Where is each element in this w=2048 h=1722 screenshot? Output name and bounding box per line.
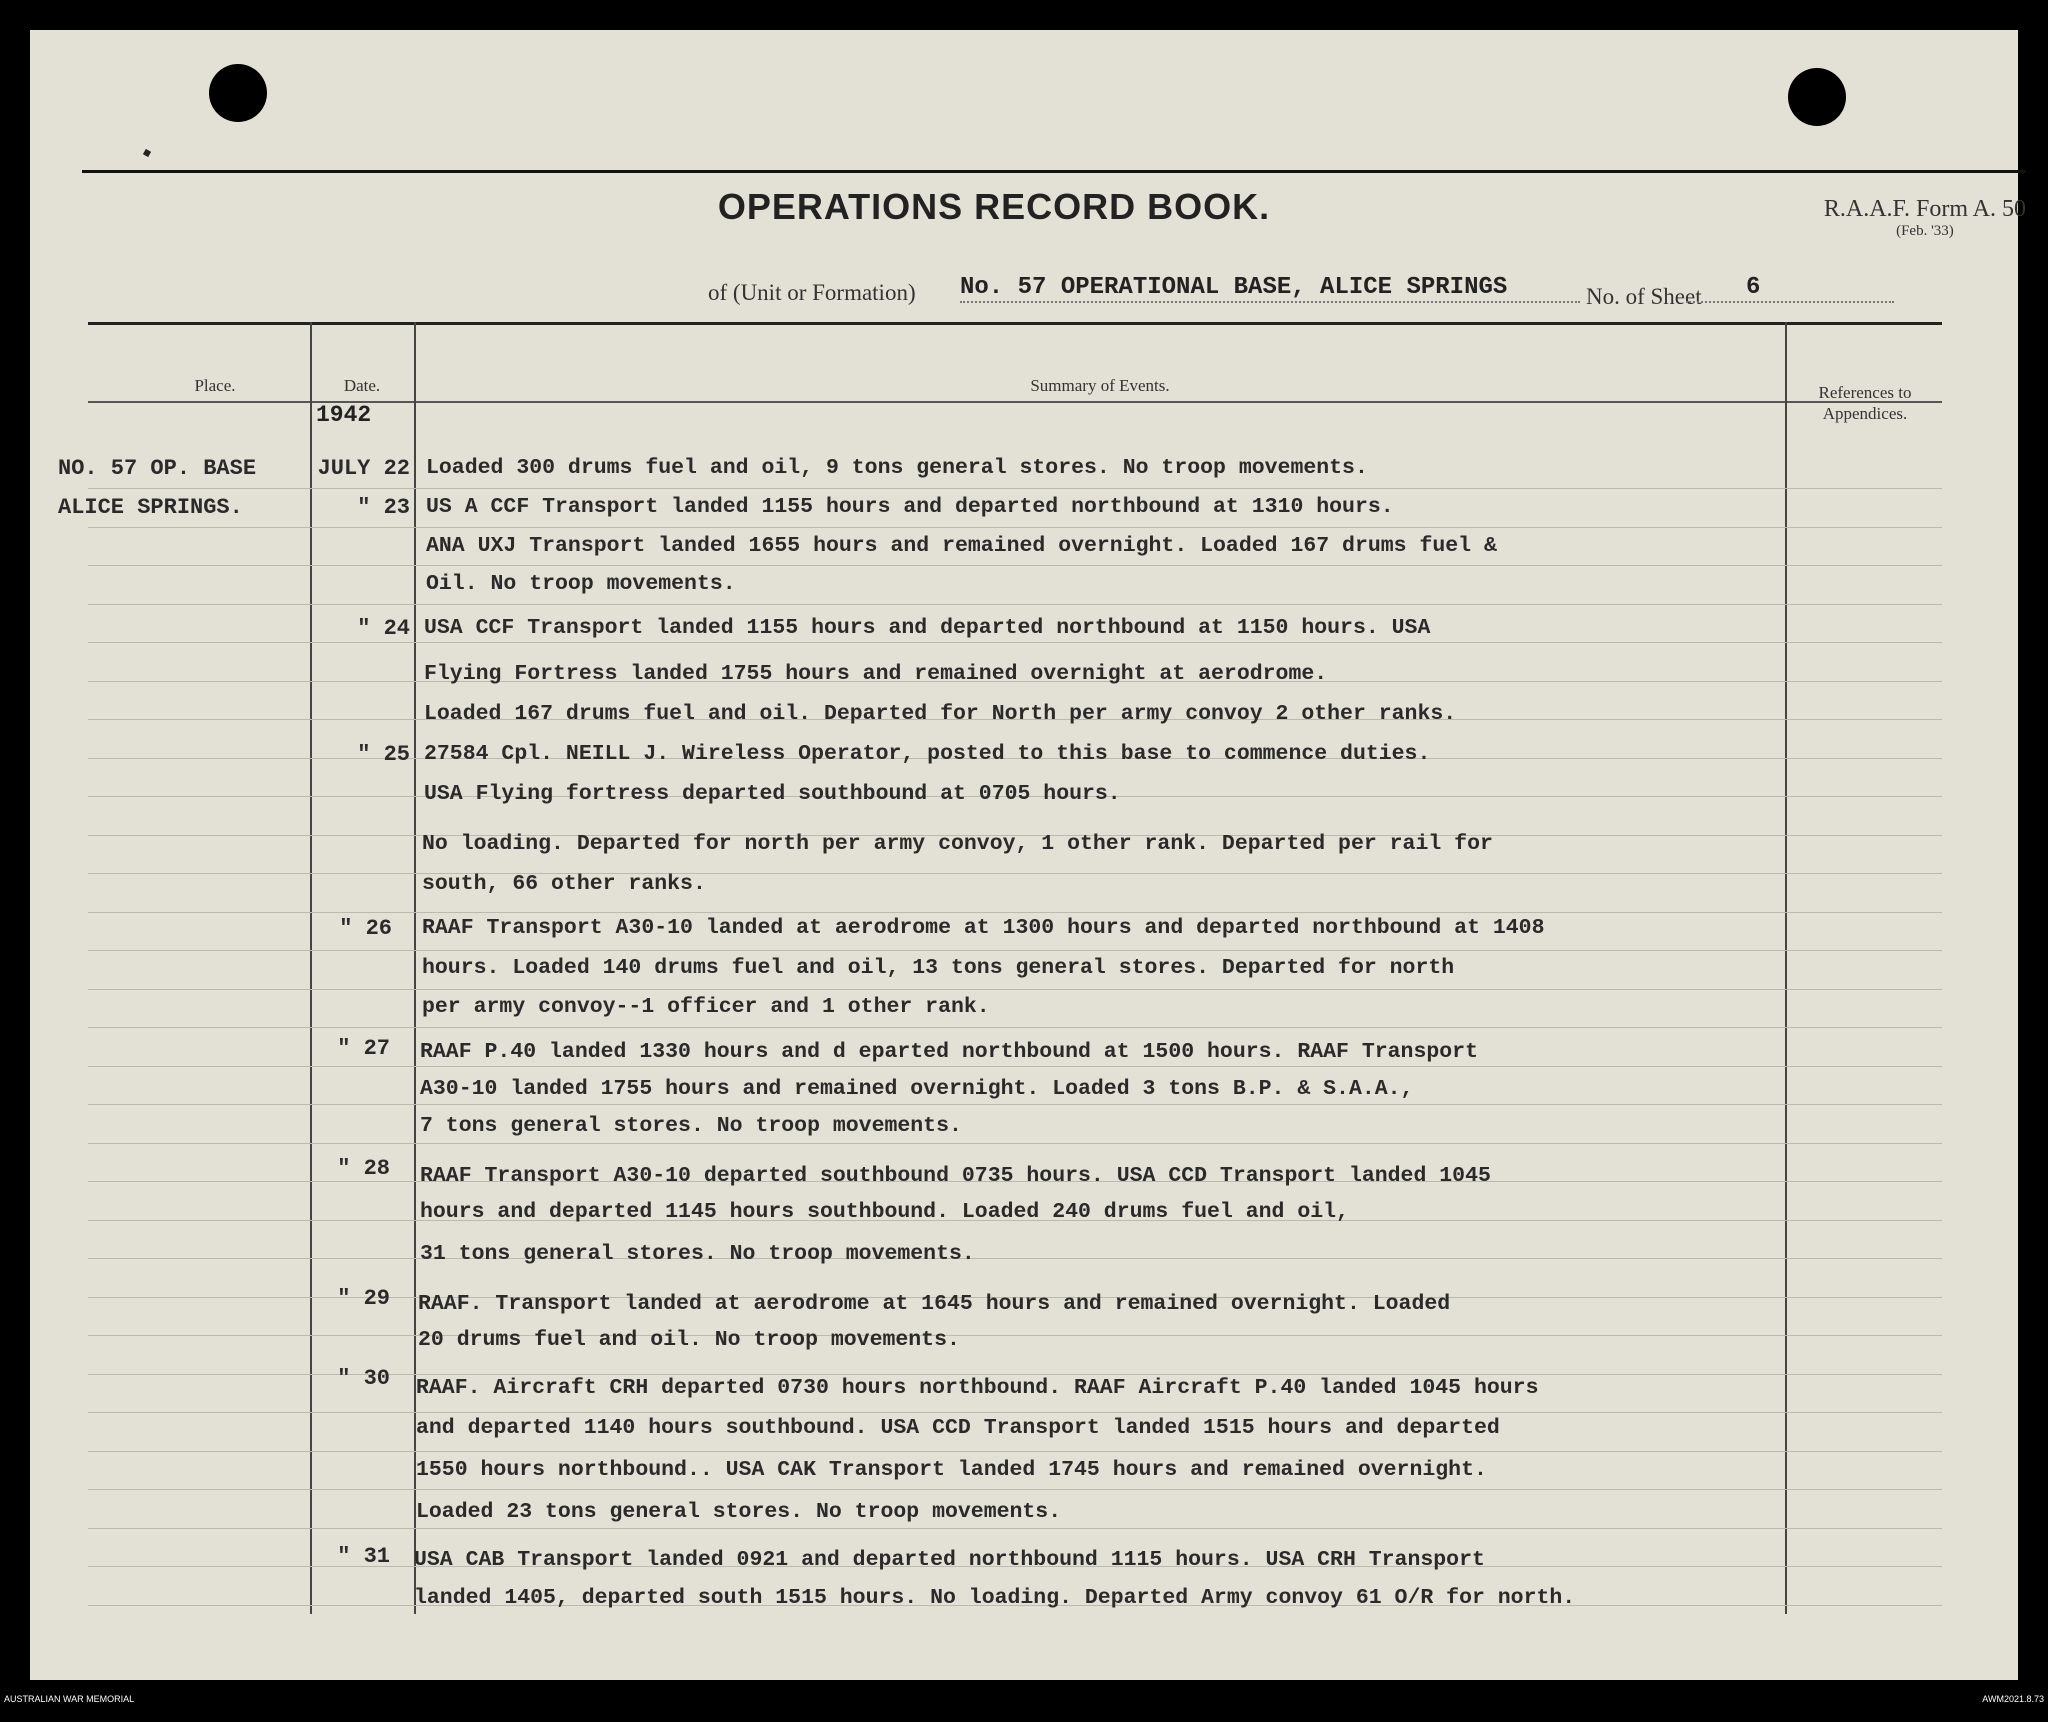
event-line: 20 drums fuel and oil. No troop movements. — [418, 1328, 960, 1352]
column-header-date: Date. — [343, 376, 381, 395]
event-line: USA CAB Transport landed 0921 and departed northbound 1115 hours. USA CRH Transport — [414, 1548, 1485, 1572]
event-line: RAAF. Transport landed at aerodrome at 1645 hours and remained overnight. Loaded — [418, 1292, 1451, 1316]
entry-date: " 31 — [337, 1544, 390, 1569]
ruled-line — [88, 488, 1942, 489]
event-line: Loaded 23 tons general stores. No troop movements. — [416, 1500, 1062, 1524]
event-line: Loaded 167 drums fuel and oil. Departed for North per army convoy 2 other ranks. — [424, 702, 1457, 726]
ruled-line — [88, 1143, 1942, 1144]
ruled-line — [88, 989, 1942, 990]
punch-hole-left — [209, 64, 267, 122]
event-line: USA CCF Transport landed 1155 hours and departed northbound at 1150 hours. USA — [424, 616, 1431, 640]
place-line: ALICE SPRINGS. — [58, 495, 243, 520]
event-line: landed 1405, departed south 1515 hours. No loading. Departed Army convoy 61 O/R for north. — [414, 1586, 1576, 1610]
entry-date: " 24 — [357, 616, 410, 641]
column-divider-summary — [1785, 322, 1787, 1614]
entry-date: " 30 — [337, 1366, 390, 1391]
ruled-line — [88, 1104, 1942, 1105]
entry-date: " 29 — [337, 1286, 390, 1311]
event-line: Flying Fortress landed 1755 hours and remained overnight at aerodrome. — [424, 662, 1328, 686]
event-line: hours and departed 1145 hours southbound. Loaded 240 drums fuel and oil, — [420, 1200, 1349, 1224]
column-header-references — [1790, 382, 1940, 424]
event-line: RAAF Transport A30-10 departed southbound 0735 hours. USA CCD Transport landed 1045 — [420, 1164, 1491, 1188]
entry-date: " 25 — [357, 742, 410, 767]
event-line: south, 66 other ranks. — [422, 872, 706, 896]
ruled-line — [88, 1451, 1942, 1452]
entry-date: " 23 — [357, 495, 410, 520]
ruled-line — [88, 1066, 1942, 1067]
ruled-line — [88, 950, 1942, 951]
ruled-line — [88, 1489, 1942, 1490]
column-header-summary: Summary of Events. — [1030, 376, 1170, 395]
event-line: Loaded 300 drums fuel and oil, 9 tons general stores. No troop movements. — [426, 456, 1368, 480]
column-header-place: Place. — [194, 376, 236, 395]
event-line: and departed 1140 hours southbound. USA CCD Transport landed 1515 hours and departed — [416, 1416, 1500, 1440]
event-line: US A CCF Transport landed 1155 hours and departed northbound at 1310 hours. — [426, 495, 1394, 519]
footer-credit: AUSTRALIAN WAR MEMORIAL — [4, 1694, 135, 1704]
ruled-line — [88, 642, 1942, 643]
ruled-line — [88, 565, 1942, 566]
event-line: A30-10 landed 1755 hours and remained overnight. Loaded 3 tons B.P. & S.A.A., — [420, 1077, 1414, 1101]
entry-date: " 26 — [339, 916, 392, 941]
event-line: per army convoy--1 officer and 1 other rank. — [422, 995, 990, 1019]
entry-date: " 28 — [337, 1156, 390, 1181]
ruled-line — [88, 1412, 1942, 1413]
ruled-line — [88, 912, 1942, 913]
event-line: hours. Loaded 140 drums fuel and oil, 13 tons general stores. Departed for north — [422, 956, 1455, 980]
form-number: R.A.A.F. Form A. 50 — [1823, 196, 2026, 222]
entry-date: " 27 — [337, 1036, 390, 1061]
entry-date: JULY 22 — [317, 456, 410, 481]
unit-value: No. 57 OPERATIONAL BASE, ALICE SPRINGS — [960, 274, 1580, 303]
punch-hole-right — [1788, 68, 1846, 126]
event-line: USA Flying fortress departed southbound at 0705 hours. — [424, 782, 1121, 806]
event-line: RAAF Transport A30-10 landed at aerodrome at 1300 hours and departed northbound at 1408 — [422, 916, 1545, 940]
ruled-line — [88, 604, 1942, 605]
column-header-references-line2: Appendices. — [1822, 404, 1908, 423]
form-date: (Feb. '33) — [1896, 223, 1954, 239]
page-title: OPERATIONS RECORD BOOK. — [717, 186, 1271, 227]
ruled-line — [88, 527, 1942, 528]
event-line: Oil. No troop movements. — [426, 572, 736, 596]
event-line: 7 tons general stores. No troop movements. — [420, 1114, 962, 1138]
ruled-line — [88, 1335, 1942, 1336]
event-line: 1550 hours northbound.. USA CAK Transport landed 1745 hours and remained overnight. — [416, 1458, 1487, 1482]
ruled-line — [88, 1258, 1942, 1259]
sheet-label: No. of Sheet — [1586, 284, 1702, 309]
form-reference — [1824, 196, 2026, 240]
ruled-line — [88, 1528, 1942, 1529]
column-header-references-line1: References to — [1818, 383, 1912, 402]
top-rule — [82, 170, 2026, 173]
place-line: NO. 57 OP. BASE — [58, 456, 257, 481]
ruled-line — [88, 873, 1942, 874]
event-line: 31 tons general stores. No troop movements. — [420, 1242, 975, 1266]
column-header-year: 1942 — [316, 402, 372, 428]
event-line: RAAF P.40 landed 1330 hours and d eparted northbound at 1500 hours. RAAF Transport — [420, 1040, 1478, 1064]
unit-label: of (Unit or Formation) — [708, 280, 916, 305]
event-line: No loading. Departed for north per army convoy, 1 other rank. Departed per rail for — [422, 832, 1493, 856]
footer-accession: AWM2021.8.73 — [1982, 1694, 2044, 1704]
ruled-line — [88, 1027, 1942, 1028]
event-line: RAAF. Aircraft CRH departed 0730 hours northbound. RAAF Aircraft P.40 landed 1045 hours — [416, 1376, 1539, 1400]
event-line: ANA UXJ Transport landed 1655 hours and remained overnight. Loaded 167 drums fuel & — [426, 534, 1497, 558]
sheet-value: 6 — [1686, 274, 1894, 303]
event-line: 27584 Cpl. NEILL J. Wireless Operator, posted to this base to commence duties. — [424, 742, 1431, 766]
